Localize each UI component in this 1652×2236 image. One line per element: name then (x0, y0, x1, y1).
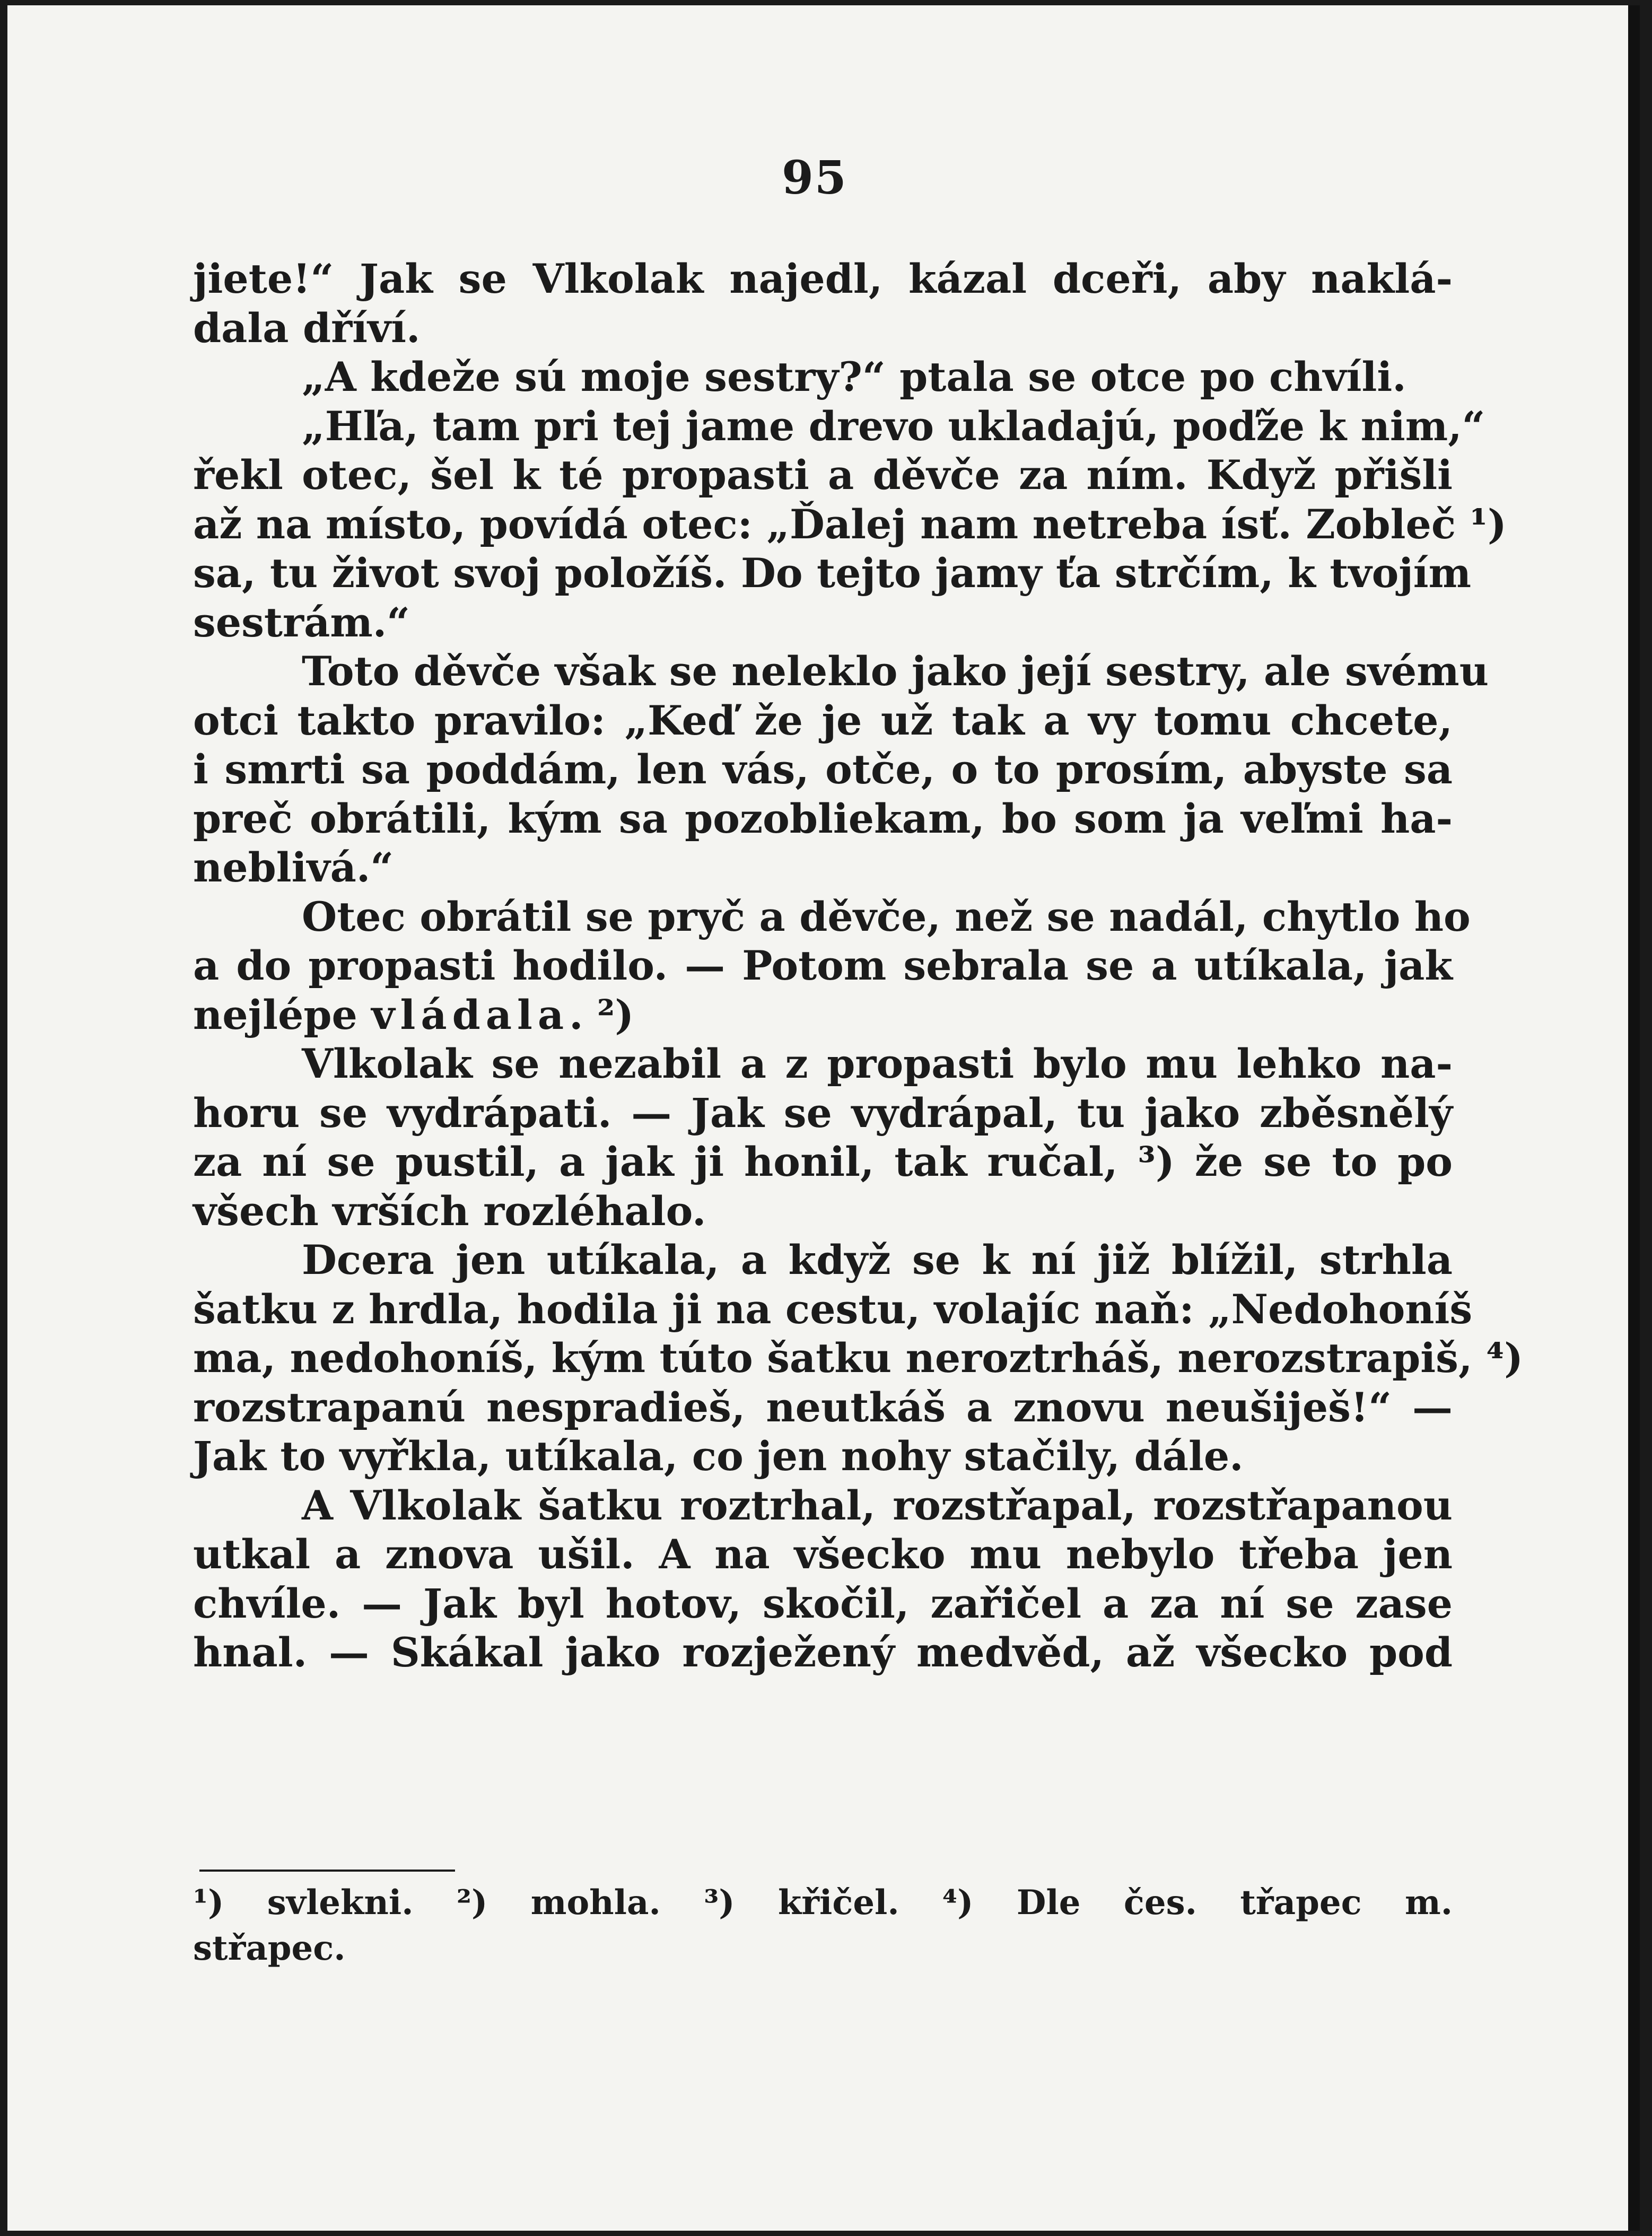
text-line: i smrti sa poddám, len vás, otče, o to prosím, abyste sa (193, 746, 1453, 793)
text-line: jiete!“ Jak se Vlkolak najedl, kázal dceři, aby naklá- (193, 255, 1453, 302)
text-line: až na místo, povídá otec: „Ďalej nam netreba ísť. Zobleč ¹) (193, 500, 1507, 548)
body-text (193, 255, 1524, 1678)
text-line: Jak to vyřkla, utíkala, co jen nohy stačily, dále. (193, 1433, 1244, 1480)
text-line: sa, tu život svoj položíš. Do tejto jamy ťa strčím, k tvojím (193, 549, 1472, 597)
text-fragment: . ²) (569, 991, 634, 1038)
text-line: utkal a znova ušil. A na všecko mu nebylo třeba jen (193, 1531, 1453, 1578)
text-line: za ní se pustil, a jak ji honil, tak ručal, ³) že se to po (193, 1138, 1453, 1185)
text-line: a do propasti hodilo. — Potom sebrala se a utíkala, jak (193, 942, 1453, 989)
page-number: 95 (782, 151, 847, 205)
text-line: A Vlkolak šatku roztrhal, rozstřapal, rozstřapanou (302, 1481, 1453, 1529)
text-line: horu se vydrápati. — Jak se vydrápal, tu jako zběsnělý (193, 1089, 1453, 1137)
text-line: chvíle. — Jak byl hotov, skočil, zařičel a za ní se zase (193, 1579, 1453, 1627)
text-line: Vlkolak se nezabil a z propasti bylo mu lehko na- (302, 1040, 1453, 1087)
text-line: hnal. — Skákal jako rozježený medvěd, až všecko pod (193, 1629, 1453, 1676)
text-line: Toto děvče však se neleklo jako její sestry, ale svému (302, 648, 1489, 695)
text-line: neblivá.“ (193, 844, 394, 891)
text-line: řekl otec, šel k té propasti a děvče za ním. Když přišli (193, 451, 1453, 499)
text-line: „Hľa, tam pri tej jame drevo ukladajú, poďže k nim,“ (302, 402, 1485, 450)
text-line: preč obrátili, kým sa pozobliekam, bo som ja veľmi ha- (193, 794, 1453, 842)
text-line: rozstrapanú nespradieš, neutkáš a znovu neušiješ!“ — (193, 1383, 1453, 1431)
book-page (7, 5, 1640, 2231)
text-line: dala dříví. (193, 304, 421, 352)
footnote-divider (199, 1870, 455, 1872)
text-line: Otec obrátil se pryč a děvče, než se nadál, chytlo ho (302, 893, 1471, 940)
text-line: ma, nedohoníš, kým túto šatku neroztrháš, nerozstrapiš, ⁴) (193, 1334, 1524, 1382)
text-line: šatku z hrdla, hodila ji na cestu, volajíc naň: „Nedohoníš (193, 1285, 1473, 1333)
text-line: všech vrších rozléhalo. (193, 1187, 706, 1235)
footnote-line: střapec. (193, 1928, 346, 1968)
text-line-spaced (193, 991, 1453, 1040)
text-line: „A kdeže sú moje sestry?“ ptala se otce po chvíli. (302, 353, 1406, 400)
page-edge-shadow (1628, 5, 1640, 2231)
footnote-line: ¹) svlekni. ²) mohla. ³) křičel. ⁴) Dle čes. třapec m. (193, 1883, 1453, 1923)
text-fragment: nejlépe (193, 991, 357, 1038)
text-line: otci takto pravilo: „Keď že je už tak a vy tomu chcete, (193, 696, 1453, 744)
text-line: sestrám.“ (193, 598, 410, 646)
spaced-word: vládala (371, 991, 570, 1038)
footnotes (193, 1880, 1453, 1971)
text-line: Dcera jen utíkala, a když se k ní již blížil, strhla (302, 1236, 1453, 1283)
